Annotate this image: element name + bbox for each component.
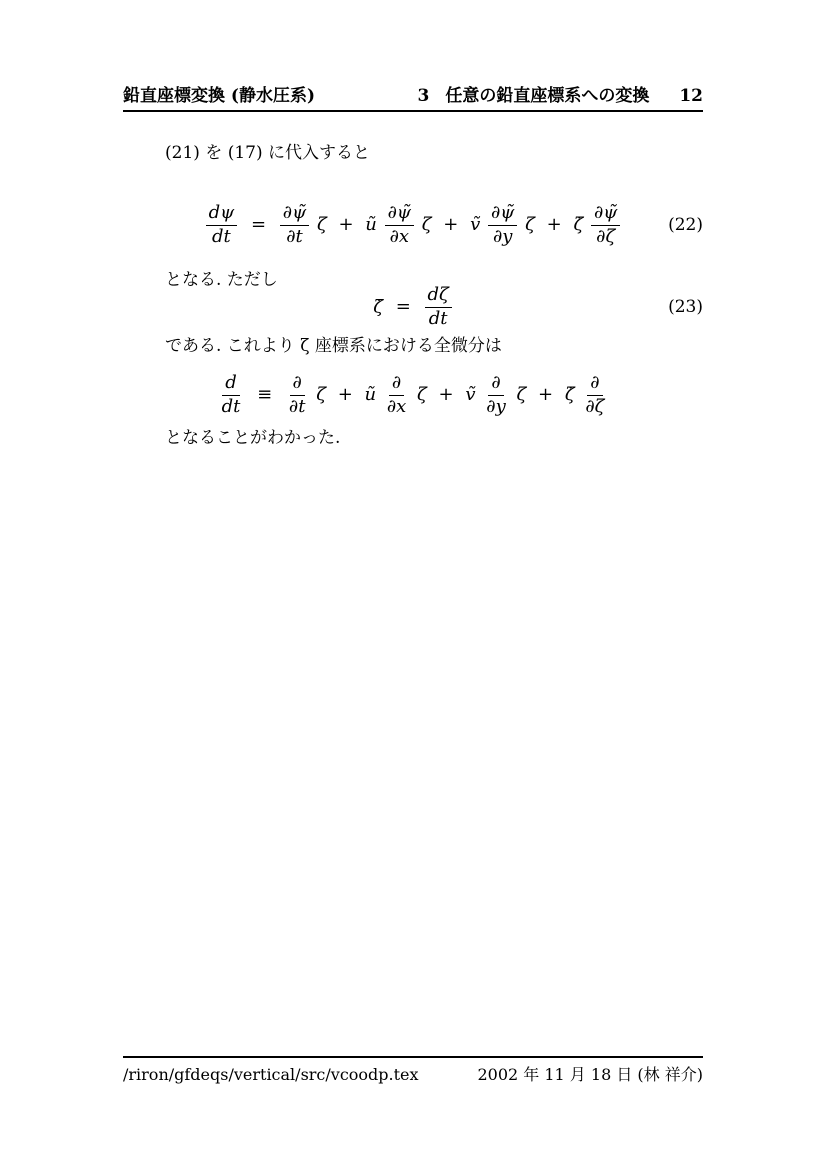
- fraction-numerator: ∂ψ̃: [591, 204, 620, 226]
- term-coefficient: ũ: [365, 214, 377, 235]
- fraction-term: [385, 201, 414, 247]
- fraction-term: [280, 201, 309, 247]
- paragraph-tonaru: となる. ただし: [165, 270, 278, 290]
- fraction-lhs: [206, 201, 238, 247]
- fraction-numerator: d: [222, 374, 240, 396]
- term-suffix: ζ: [316, 384, 326, 405]
- fraction-denominator: ∂t: [288, 395, 306, 417]
- fraction-denominator: ∂y: [492, 225, 513, 247]
- plus-sign: +: [538, 384, 554, 405]
- fraction-numerator: ∂: [488, 374, 503, 396]
- term-suffix: ζ: [417, 384, 427, 405]
- equation-total-derivative: [123, 368, 703, 422]
- term-coefficient: ζ̇: [573, 214, 584, 235]
- fraction-numerator: ∂: [290, 374, 305, 396]
- term-suffix: ζ: [516, 384, 527, 405]
- fraction-term: [286, 371, 309, 417]
- fraction-term: [488, 201, 517, 247]
- term-coefficient: ṽ: [465, 384, 476, 405]
- fraction-numerator: ∂ψ̃: [385, 204, 414, 226]
- section-title: 任意の鉛直座標系への変換: [445, 86, 650, 106]
- equation-number: (22): [668, 215, 703, 235]
- fraction-term: [591, 201, 620, 247]
- equation-22: [123, 196, 703, 254]
- fraction-numerator: ∂: [587, 374, 602, 396]
- fraction-denominator: ∂x: [386, 395, 407, 417]
- equivalence-sign: ≡: [257, 384, 273, 405]
- footer-file-path: /riron/gfdeqs/vertical/src/vcoodp.tex: [123, 1065, 419, 1084]
- fraction-numerator: ∂: [389, 374, 404, 396]
- equals-sign: =: [395, 296, 411, 317]
- paragraph-conclusion: となることがわかった.: [165, 428, 341, 448]
- section-number: 3: [417, 86, 430, 106]
- equation-23-body: [373, 283, 453, 329]
- fraction-term: [425, 283, 452, 329]
- footer-date-author: 2002 年 11 月 18 日 (林 祥介): [477, 1065, 703, 1084]
- term-suffix: ζ: [316, 214, 327, 235]
- fraction-denominator: ∂x: [389, 225, 410, 247]
- fraction-numerator: dψ: [206, 204, 238, 226]
- fraction-denominator: ∂ζ: [596, 225, 616, 247]
- term-suffix: ζ: [421, 214, 432, 235]
- fraction-numerator: ∂ψ̃: [280, 204, 309, 226]
- plus-sign: +: [338, 214, 354, 235]
- fraction-denominator: ∂y: [486, 395, 506, 417]
- term-coefficient: ṽ: [470, 214, 481, 235]
- fraction-denominator: ∂ζ: [585, 395, 605, 417]
- plus-sign: +: [337, 384, 353, 405]
- fraction-denominator: dt: [212, 225, 231, 247]
- zeta-dot-symbol: ζ̇: [373, 296, 383, 317]
- term-suffix: ζ: [525, 214, 535, 235]
- equation-23: [123, 284, 703, 330]
- fraction-numerator: dζ: [425, 286, 452, 308]
- fraction-numerator: ∂ψ̃: [488, 204, 517, 226]
- fraction-term: [582, 371, 607, 417]
- equals-sign: =: [250, 214, 267, 235]
- equation-number: (23): [668, 297, 703, 317]
- term-coefficient: ũ: [364, 384, 377, 405]
- fraction-denominator: ∂t: [286, 225, 303, 247]
- fraction-denominator: dt: [428, 307, 448, 329]
- page-footer: [123, 1065, 703, 1084]
- header-rule: [123, 110, 703, 112]
- header-section: [417, 86, 703, 106]
- term-coefficient: ζ̇: [564, 384, 575, 405]
- plus-sign: +: [443, 214, 459, 235]
- plus-sign: +: [438, 384, 454, 405]
- fraction-term: [483, 371, 508, 417]
- fraction-term: [384, 371, 409, 417]
- page-number: 12: [679, 86, 703, 106]
- header-document-title: 鉛直座標変換 (静水圧系): [123, 86, 316, 106]
- fraction-denominator: dt: [221, 395, 241, 417]
- fraction-lhs: [219, 371, 244, 417]
- footer-rule: [123, 1056, 703, 1058]
- equation-22-body: [205, 201, 622, 247]
- paragraph-intro: (21) を (17) に代入すると: [165, 143, 371, 163]
- equation-total-derivative-body: [218, 371, 609, 417]
- paragraph-dearu: である. これより ζ 座標系における全微分は: [165, 336, 502, 356]
- plus-sign: +: [546, 214, 562, 235]
- page-header: [123, 86, 703, 106]
